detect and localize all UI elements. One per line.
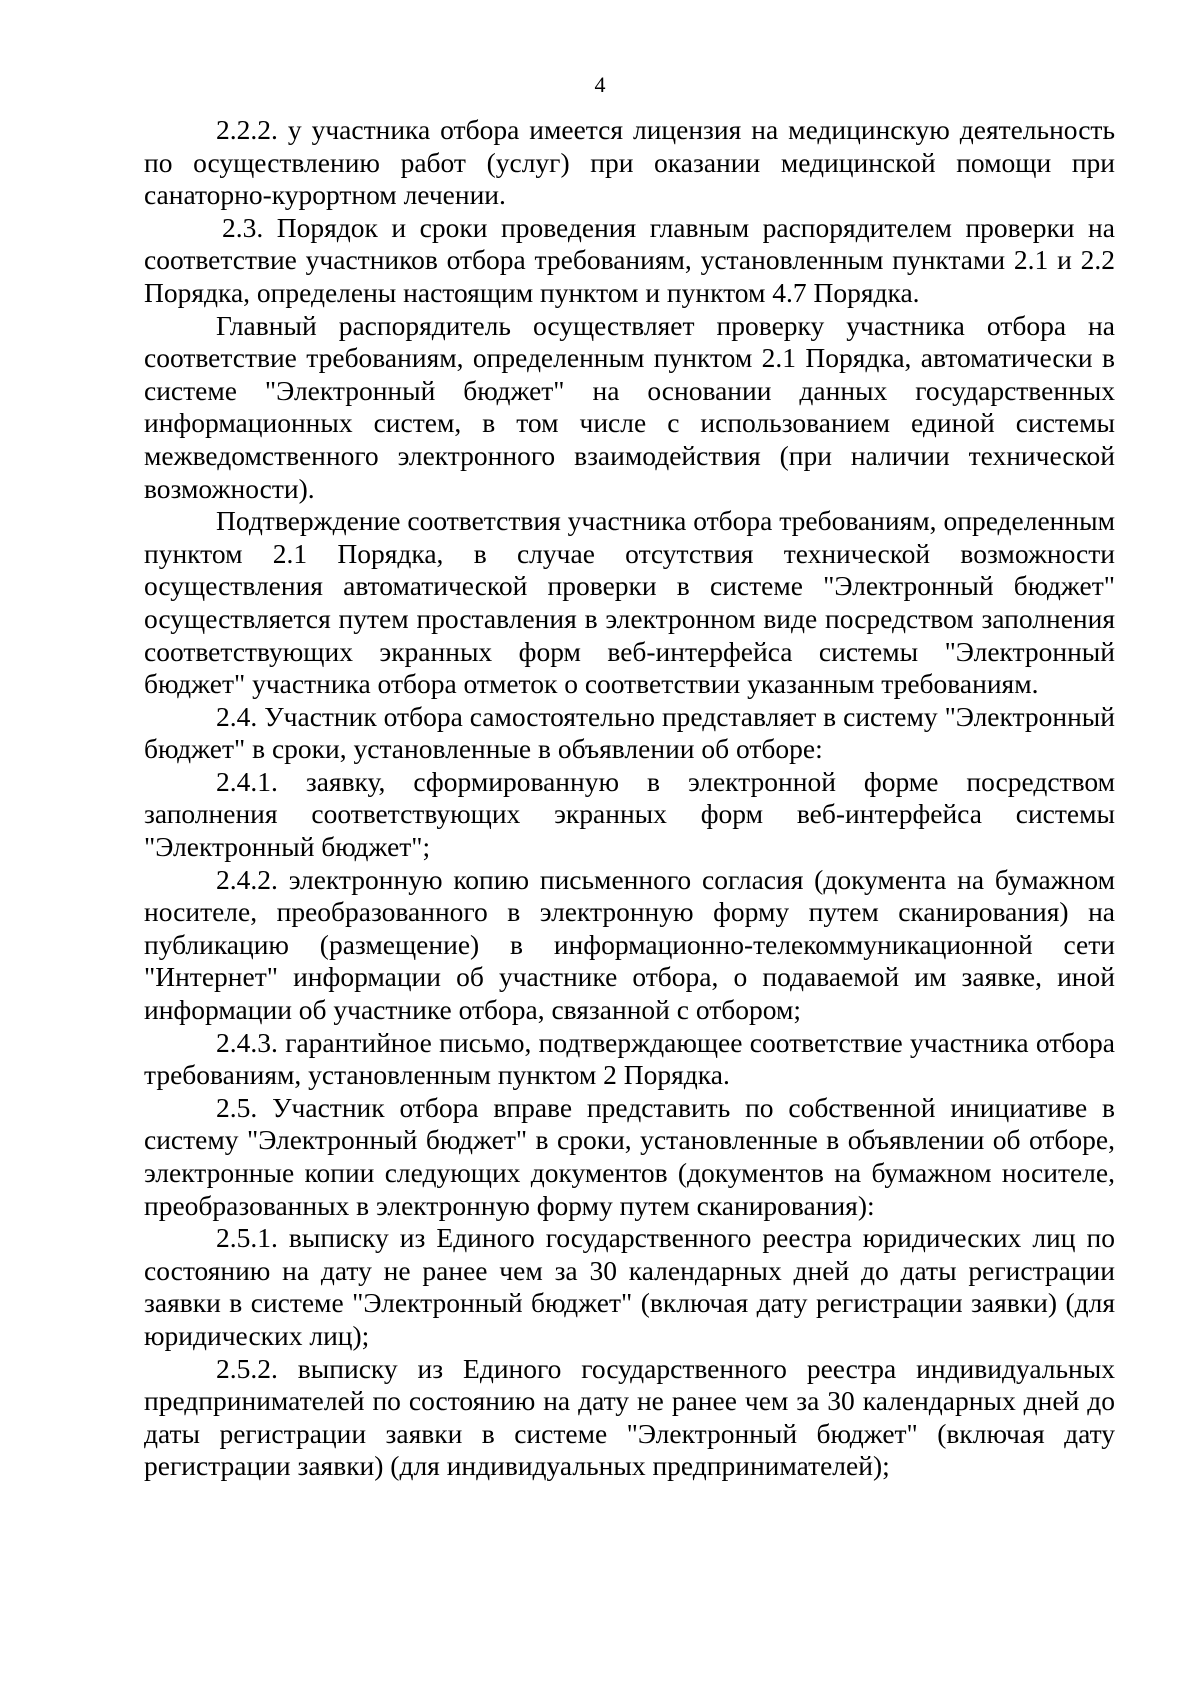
paragraph-2-5-1: 2.5.1. выписку из Единого государственного реестра юридических лиц по состоянию на дату не ранее чем за 30 календарных дней до даты регистрации заявки в системе "Электронный бюджет" (включая дату регистрации заявки) (для юридических лиц); bbox=[144, 1222, 1115, 1351]
paragraph-2-5-2: 2.5.2. выписку из Единого государственного реестра индивидуальных предпринимателей по состоянию на дату не ранее чем за 30 календарных дней до даты регистрации заявки в системе "Электронный бюджет" (включая дату регистрации заявки) (для индивидуальных предпринимателей); bbox=[144, 1352, 1115, 1482]
paragraph-2-5: 2.5. Участник отбора вправе представить по собственной инициативе в систему "Электронный бюджет" в сроки, установленные в объявлении об отборе, электронные копии следующих документов (документов на бумажном носителе, преобразованных в электронную форму путем сканирования): bbox=[144, 1091, 1115, 1221]
paragraph-2-3: 2.3. Порядок и сроки проведения главным распорядителем проверки на соответствие участников отбора требованиям, установленным пунктами 2.1 и 2.2 Порядка, определены настоящим пунктом и пунктом 4.7 Порядка. bbox=[144, 211, 1115, 308]
paragraph-2-4: 2.4. Участник отбора самостоятельно представляет в систему "Электронный бюджет" в сроки, установленные в объявлении об отборе: bbox=[144, 700, 1115, 765]
paragraph-2-4-2: 2.4.2. электронную копию письменного согласия (документа на бумажном носителе, преобразованного в электронную форму путем сканирования) на публикацию (размещение) в информационно-телекоммуникационной сети "Интернет" информации об участнике отбора, о подаваемой им заявке, иной информации об участнике отбора, связанной с отбором; bbox=[144, 863, 1115, 1026]
paragraph-2-3-verification: Главный распорядитель осуществляет проверку участника отбора на соответствие требованиям, определенным пунктом 2.1 Порядка, автоматически в системе "Электронный бюджет" на основании данных государственных информационных систем, в том числе с использованием единой системы межведомственного электронного взаимодействия (при наличии технической возможности). bbox=[144, 309, 1115, 504]
document-body bbox=[144, 114, 1115, 1483]
page-number: 4 bbox=[594, 72, 606, 97]
paragraph-2-4-1: 2.4.1. заявку, сформированную в электронной форме посредством заполнения соответствующих экранных форм веб-интерфейса системы "Электронный бюджет"; bbox=[144, 765, 1115, 863]
paragraph-2-2-2: 2.2.2. у участника отбора имеется лицензия на медицинскую деятельность по осуществлению работ (услуг) при оказании медицинской помощи при санаторно-курортном лечении. bbox=[144, 114, 1115, 211]
paragraph-2-3-confirmation: Подтверждение соответствия участника отбора требованиям, определенным пунктом 2.1 Порядка, в случае отсутствия технической возможности осуществления автоматической проверки в системе "Электронный бюджет" осуществляется путем проставления в электронном виде посредством заполнения соответствующих экранных форм веб-интерфейса системы "Электронный бюджет" участника отбора отметок о соответствии указанным требованиям. bbox=[144, 505, 1115, 700]
paragraph-2-4-3: 2.4.3. гарантийное письмо, подтверждающее соответствие участника отбора требованиям, установленным пунктом 2 Порядка. bbox=[144, 1026, 1115, 1091]
